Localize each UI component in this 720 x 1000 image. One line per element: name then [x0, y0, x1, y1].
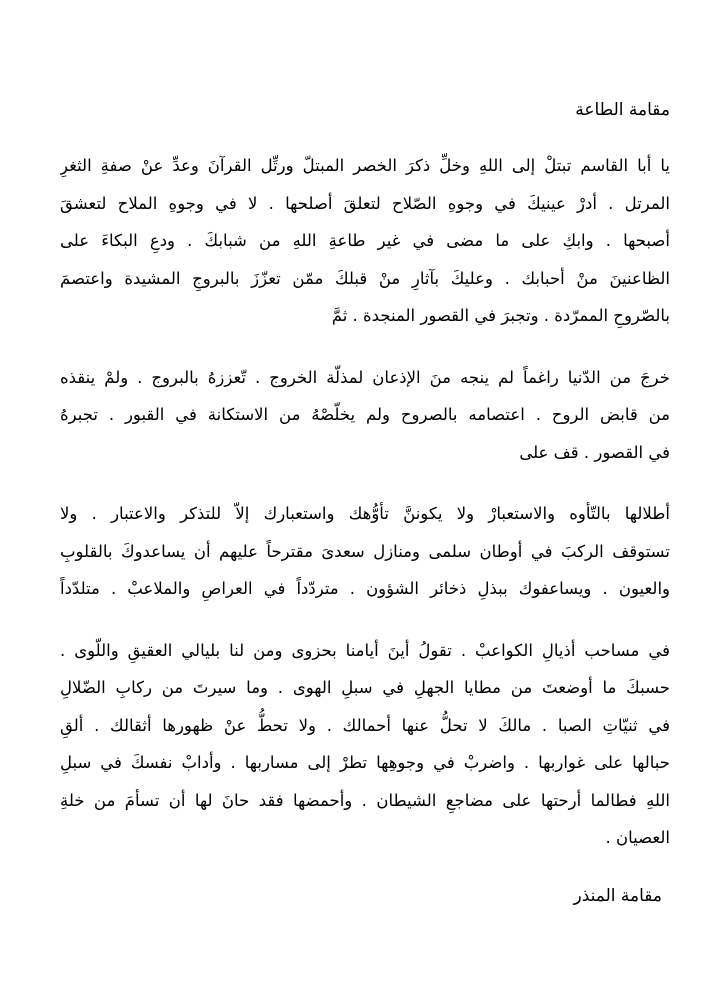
text-line: أصبحها . وابكِ على ما مضى في غير طاعةِ اللهِ من شبابكَ . ودعِ البكاءَ على — [60, 231, 670, 250]
paragraph-2 — [60, 359, 670, 472]
text-line: اللهِ فطالما أرحتها على مضاجعِ الشيطان . وأحمضها فقد حانَ لها أن تسأمَ من خلةِ — [60, 790, 670, 810]
text-line: حسبكَ ما أوضعتَ من مطايا الجهلِ في سبلِ الهوى . وما سيرتَ من ركابِ الضّلالِ — [60, 678, 670, 697]
text-line: في مساحب أذيالِ الكواعبْ . تقولُ أينَ أيامنا بحزوى ومن لنا بليالي العقيقِ واللّوى . — [60, 640, 670, 660]
text-line: العصيان . — [605, 828, 670, 847]
paragraph-4 — [60, 632, 670, 857]
text-line: أطلالها بالتّأوه والاستعبارْ ولا يكوننَّ تأوُّهك واستعبارك إلاّ للتذكر والاعتبار . ولا — [60, 504, 670, 523]
text-line: يا أبا القاسم تبتلْ إلى اللهِ وخلِّ ذكرَ الخصر المبتلّ ورتِّل القرآنَ وعدِّ عنْ صفةِ الثغرِ — [60, 156, 670, 175]
text-line: والعيون . ويساعفوك ببذلِ ذخائر الشؤون . متردّداً في العراصِ والملاعبْ . متلدّداً — [60, 579, 670, 598]
document-title: مقامة الطاعة — [575, 100, 670, 120]
text-line: من قابض الروح . اعتصامه بالصروح ولم يخلّصْهُ من الاستكانة في القبور . تجبرهُ — [60, 405, 670, 424]
document-page — [60, 95, 670, 911]
text-line: حبالها على غواربها . واضربْ في وجوهِها تطرْ إلى مساربها . وأدابْ نفسكَ في سبلِ — [60, 753, 670, 772]
text-line: تستوقف الركبَ في أوطان سلمى ومنازل سعدىَ مقترحاً عليهم أن يساعدوكَ بالقلوبِ — [60, 541, 670, 561]
text-line: في ثنيّاتِ الصبا . مالكَ لا تحلُّ عنها أحمالك . ولا تحطُّ عنْ ظهورها أثقالك . ألقِ — [60, 715, 670, 735]
paragraph-3 — [60, 495, 670, 608]
text-line: المرتل . أدرْ عينيكَ في وجوهِ الصّلاح لتعلقَ أصلحها . لا في وجوهِ الملاح لتعشقَ — [60, 193, 670, 213]
text-line: في القصور . قف على — [519, 442, 670, 462]
document-footer: مقامة المنذر — [573, 885, 662, 906]
text-line: بالصّروحِ الممرّدة . وتجبرَ في القصور المنجدة . ثمَّ — [331, 306, 670, 325]
paragraph-1 — [60, 147, 670, 335]
text-line: خرجَ من الدّنيا راغماً لم ينجه منَ الإذعان لمذلّة الخروج . تّعززهُ بالبروج . ولمْ ينقذه — [60, 367, 670, 387]
text-line: الظاعنينَ منْ أحبابك . وعليكَ بآثارِ منْ قبلكَ ممّن تعزّزَ بالبروجِ المشيدة واعتصمَ — [60, 268, 670, 288]
